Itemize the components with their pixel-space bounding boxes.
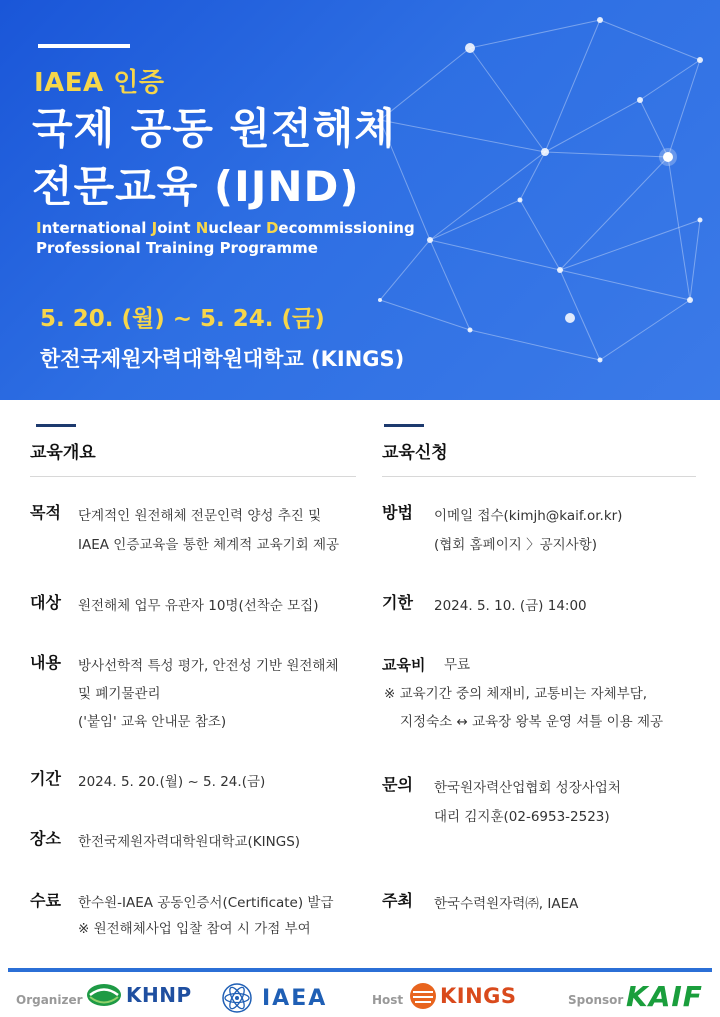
kaif-logo: [626, 980, 703, 1013]
row-line: 및 폐기물관리: [78, 686, 161, 702]
khnp-logo: [86, 982, 192, 1008]
hero-title-line2: 전문교육 (IJND): [32, 162, 360, 211]
row-value: [434, 774, 621, 832]
row-value: [78, 890, 334, 942]
row-key: 문의: [382, 775, 413, 794]
row-key: 기한: [382, 593, 413, 612]
kings-wordmark: KINGS: [440, 984, 517, 1008]
row-key: 대상: [30, 593, 61, 612]
row-line: IAEA 인증교육을 통한 체계적 교육기회 제공: [78, 537, 340, 553]
hero-banner: [0, 0, 720, 400]
row-value: [78, 828, 300, 857]
row-line: 원전해체 업무 유관자 10명(선착순 모집): [78, 598, 319, 614]
hero-subtitle-line1: [36, 218, 415, 238]
hero-title: [32, 100, 396, 216]
row-key: 방법: [382, 503, 413, 522]
row-line: 무료: [444, 657, 471, 673]
fee-note-line: 지정숙소 ↔ 교육장 왕복 운영 셔틀 이용 제공: [400, 714, 664, 730]
subtitle-word: nternational: [41, 219, 152, 237]
apply-rule: [384, 424, 424, 427]
row-line: ('붙임' 교육 안내문 참조): [78, 714, 227, 730]
apply-email: 이메일 접수(kimjh@kaif.or.kr): [434, 508, 623, 524]
footer-rule: [8, 968, 712, 972]
row-value: [444, 651, 470, 680]
row-line: 2024. 5. 10. (금) 14:00: [434, 598, 587, 614]
overview-title: 교육개요: [30, 443, 96, 463]
row-key: 내용: [30, 653, 61, 672]
sponsor-label: Sponsor: [568, 993, 624, 1007]
row-line: 한국수력원자력㈜, IAEA: [434, 896, 579, 912]
iaea-atom-icon: [218, 982, 256, 1014]
row-key: 교육비: [382, 656, 426, 674]
kaif-wordmark: KAIF: [626, 980, 703, 1013]
overview-rule: [36, 424, 76, 427]
row-value: [78, 502, 339, 560]
row-line: 2024. 5. 20.(월) ~ 5. 24.(금): [78, 774, 266, 790]
organizer-label: Organizer: [16, 993, 83, 1007]
hero-subtitle-line2: Professional Training Programme: [36, 239, 318, 257]
hero-subtitle: [36, 218, 415, 258]
hero-title-line1: 국제 공동 원전해체: [32, 104, 396, 153]
subtitle-word: ecommissioning: [278, 219, 415, 237]
subtitle-initial: I: [36, 219, 42, 237]
row-key: 장소: [30, 829, 61, 848]
apply-divider: [382, 476, 696, 477]
hero-tag: IAEA 인증: [34, 68, 165, 98]
subtitle-initial: D: [265, 219, 279, 237]
row-line: 한전국제원자력대학원대학교(KINGS): [78, 834, 301, 850]
row-line: (협회 홈페이지 〉공지사항): [434, 537, 598, 553]
hero-venue: 한전국제원자력대학원대학교 (KINGS): [40, 347, 405, 371]
row-value: [78, 592, 319, 621]
subtitle-word: uclear: [208, 219, 266, 237]
row-key: 기간: [30, 769, 61, 788]
footer: [0, 978, 720, 1017]
subtitle-initial: N: [195, 219, 209, 237]
row-line: 방사선학적 특성 평가, 안전성 기반 원전해체: [78, 658, 339, 674]
subtitle-word: oint: [157, 219, 196, 237]
khnp-wordmark: KHNP: [126, 983, 192, 1007]
fee-note-line: ※ 교육기간 중의 체재비, 교통비는 자체부담,: [384, 686, 648, 702]
row-value: [78, 652, 339, 736]
hero-accent-rule: [38, 44, 130, 48]
host-label: Host: [372, 993, 404, 1007]
kings-logo: [408, 982, 517, 1010]
apply-title: 교육신청: [382, 443, 448, 463]
overview-divider: [30, 476, 356, 477]
row-key: 주최: [382, 891, 413, 910]
hero-dates: 5. 20. (월) ~ 5. 24. (금): [40, 306, 325, 332]
row-value: [434, 592, 587, 621]
row-line: 한국원자력산업협회 성장사업처: [434, 780, 621, 796]
row-line: 한수원-IAEA 공동인증서(Certificate) 발급: [78, 895, 334, 911]
row-value: [434, 890, 578, 919]
khnp-mark-icon: [86, 982, 122, 1008]
iaea-logo: [218, 982, 327, 1014]
fee-note: [384, 680, 663, 736]
contact-phone: 대리 김지훈(02-6953-2523): [434, 809, 610, 825]
iaea-wordmark: IAEA: [262, 985, 328, 1011]
row-value: [434, 502, 622, 560]
row-value: [78, 768, 265, 797]
row-key: 수료: [30, 891, 61, 910]
subtitle-initial: J: [151, 219, 158, 237]
row-line: 단계적인 원전해체 전문인력 양성 추진 및: [78, 508, 322, 524]
kings-mark-icon: [408, 982, 438, 1010]
row-line: ※ 원전해체사업 입찰 참여 시 가점 부여: [78, 921, 311, 937]
row-key: 목적: [30, 503, 61, 522]
